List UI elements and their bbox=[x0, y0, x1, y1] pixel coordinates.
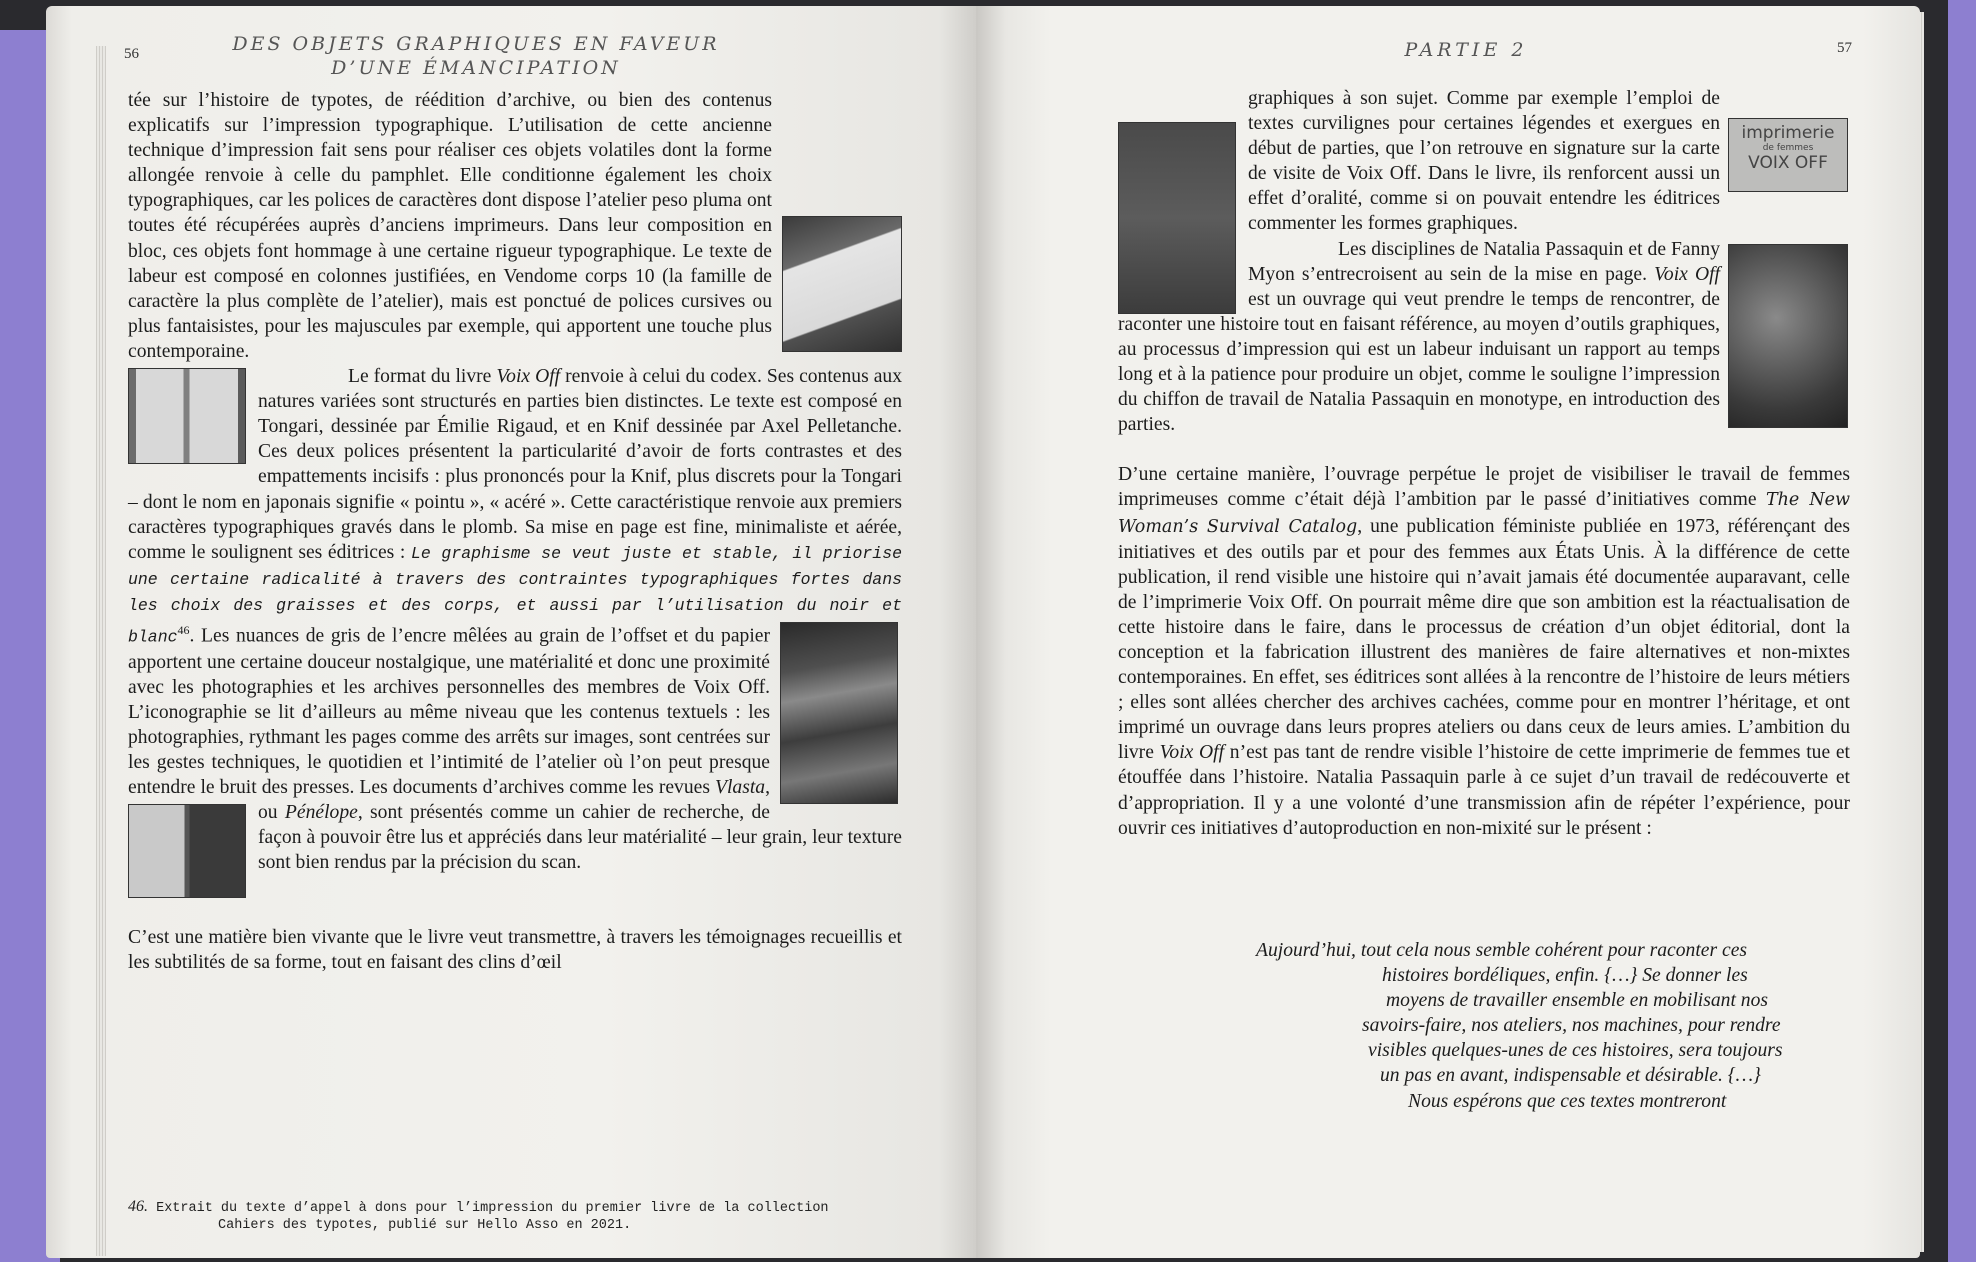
header-line-1: DES OBJETS GRAPHIQUES EN FAVEUR bbox=[232, 33, 720, 55]
inline-quote: Le graphisme se veut juste et stable, il priorise une certaine radicalité à travers des contraintes typographiques fortes dans les choix des graisses et des corps, et aussi par l’utilisation du noir et blanc bbox=[128, 543, 902, 647]
quote-line-4: savoirs-faire, nos ateliers, nos machines, pour rendre bbox=[1362, 1015, 1781, 1037]
stamp-line-3: VOIX OFF bbox=[1748, 153, 1828, 173]
image-workshop-photo bbox=[780, 622, 898, 804]
page-number-left: 56 bbox=[124, 46, 139, 62]
footnote-text-line-1: Extrait du texte d’appel à dons pour l’impression du premier livre de la collection bbox=[156, 1201, 829, 1216]
paragraph-r3: D’une certaine manière, l’ouvrage perpétue le projet de visibiliser le travail de femmes imprimeuses comme c’était déjà l’ambition par le passé d’initiatives comme The New Woman’s Survival Catalog, une publication féministe publiée en 1973, référençant des initiatives et des outils par et pour des femmes aux États Unis. À la différence de cette publication, il rend visible une histoire qui n’avait jamais été documentée auparavant, celle de l’imprimerie Voix Off. On pourrait même dire que son ambition est la réactualisation de cette histoire dans le faire, dans le processus de création d’un objet éditorial, dont la conception et la fabrication illustrent des manières de faire alternatives et non-mixtes contemporaines. En effet, ses éditrices sont allées à la rencontre de l’histoire de leurs métiers ; elles sont allées chercher des archives cachées, comme pour en montrer l’héritage, et ont imprimé un ouvrage dans leurs propres ateliers ou dans ceux de leurs amies. L’ambition du livre Voix Off n’est pas tant de rendre visible l’histoire de cette imprimerie de femmes tue et étouffée dans l’histoire. Natalia Passaquin parle à ce sujet d’un travail de redécouverte et d’appropriation. Il y a une volonté d’une transmission afin de répéter l’expérience, pour ouvrir ces initiatives d’autoproduction en non-mixité sur le présent : bbox=[1118, 464, 1851, 839]
footnote-46 bbox=[128, 1198, 908, 1234]
figure-ecole-print bbox=[782, 216, 902, 352]
stamp-line-2: de femmes bbox=[1762, 143, 1814, 153]
footnote-text-line-2: Cahiers des typotes, publié sur Hello Asso en 2021. bbox=[218, 1218, 632, 1233]
quote-line-6: un pas en avant, indispensable et désirable. {…} bbox=[1380, 1065, 1761, 1087]
paragraph-3: C’est une matière bien vivante que le livre veut transmettre, à travers les témoignages recueillis et les subtilités de sa forme, tout en faisant des clins d’œil bbox=[128, 927, 902, 974]
right-body-text bbox=[1118, 86, 1850, 841]
image-open-book bbox=[128, 368, 246, 464]
quote-line-5: visibles quelques-unes de ces histoires, sera toujours bbox=[1368, 1040, 1783, 1062]
quote-line-3: moyens de travailler ensemble en mobilisant nos bbox=[1386, 990, 1769, 1012]
header-line-2: D’UNE ÉMANCIPATION bbox=[331, 57, 621, 79]
footnote-ref-46: 46 bbox=[177, 622, 190, 637]
book-cover-right-edge bbox=[1948, 0, 1976, 1262]
page-edges-left bbox=[96, 46, 106, 1256]
left-page bbox=[46, 6, 976, 1258]
stamp-line-1: imprimerie bbox=[1741, 123, 1835, 143]
blockquote bbox=[1256, 938, 1876, 1114]
running-header-right: PARTIE 2 bbox=[1404, 39, 1528, 61]
image-penelope-magazine bbox=[128, 804, 246, 898]
right-page bbox=[976, 6, 1920, 1258]
image-ecole bbox=[782, 216, 902, 352]
quote-line-1: Aujourd’hui, tout cela nous semble cohérent pour raconter ces bbox=[1256, 940, 1748, 961]
running-header-left bbox=[226, 32, 726, 80]
paragraph-r2: Les disciplines de Natalia Passaquin et de Fanny Myon s’entrecroisent au sein de la mise en page. Voix Off est un ouvrage qui veut prendre le temps de rencontrer, de raconter une histoire tout en faisant référence, au moyen d’outils graphiques, au processus d’impression qui est un labeur induisant un rapport au temps long et à la patience pour produire un objet, comme le souligne l’impression du chiffon de travail de Natalia Passaquin en monotype, en introduction des parties. bbox=[1118, 238, 1720, 436]
quote-line-2: histoires bordéliques, enfin. {…} Se donner les bbox=[1382, 965, 1748, 987]
footnote-number: 46. bbox=[128, 1198, 148, 1215]
page-number-right: 57 bbox=[1837, 40, 1852, 56]
quote-line-7: Nous espérons que ces textes montreront bbox=[1408, 1090, 1727, 1112]
paragraph-1: tée sur l’histoire de typotes, de réédition d’archive, ou bien des contenus explicatifs sur l’impression typographique. L’utilisation de cette ancienne technique d’impression fait sens pour réaliser ces objets volatiles dont la forme allongée renvoie à celle du pamphlet. Elle conditionne également les choix typographiques, car les polices de caractères dont dispose l’atelier peso pluma ont toutes été récupérées auprès d’anciens imprimeurs. Dans leur composition en bloc, ces objets font hommage à une certaine rigueur typographique. Le texte de labeur est composé en colonnes justifiées, en Vendome corps 10 (la famille de caractère la plus complète de l’atelier), mais est ponctué de polices cursives ou plus fantaisistes, pour les majuscules par exemple, qui apportent une touche plus contemporaine. bbox=[128, 88, 902, 364]
paragraph-2: Le format du livre Voix Off renvoie à celui du codex. Ses contenus aux natures variées sont structurés en parties bien distinctes. Le texte est composé en Tongari, dessinée par Émilie Rigaud, et en Knif dessinée par Axel Pelletanche. Ces deux polices présentent la particularité d’avoir de forts contrastes et des empattements incisifs : plus prononcés pour la Knif, plus discrets pour la Tongari – dont le nom en japonais signifie « pointu », « acéré ». Cette caractéristique renvoie aux premiers caractères typographiques gravés dans le plomb. Sa mise en page est fine, minimaliste et aérée, comme le soulignent ses éditrices : Le graphisme se veut juste et stable, il priorise une certaine radicalité à travers des contraintes typographiques fortes dans les choix des graisses et des corps, et aussi par l’utilisation du noir et blanc$^{46}$ . Les nuances de gris de l’encre mêlées au grain de l’offset et du papier apportent une certaine douceur nostalgique, une matérialité et donc une proximité avec les photographies et les archives personnelles des membres de Voix Off. L’iconographie se lit d’ailleurs au même niveau que les contenus textuels : les photographies, rythmant les pages comme des arrêts sur images, sont centrées sur les gestes techniques, le quotidien et l’intimité de l’atelier où l’on peut presque entendre le bruit des presses. Les documents d’archives comme les revues Vlasta, ou Pénélope, sont présentés comme un cahier de recherche, de façon à pouvoir être lus et appréciés dans leur matérialité – leur grain, leur texture sont bien rendus par la précision du scan. bbox=[128, 366, 902, 874]
paragraph-r1: graphiques à son sujet. Comme par exemple l’emploi de textes curvilignes pour certaines légendes et exergues en début de parties, que l’on retrouve en signature sur la carte de visite de Voix Off. Dans le livre, ils renforcent aussi un effet d’oralité, comme si on pouvait entendre les éditrices commenter les formes graphiques. bbox=[1248, 88, 1720, 235]
